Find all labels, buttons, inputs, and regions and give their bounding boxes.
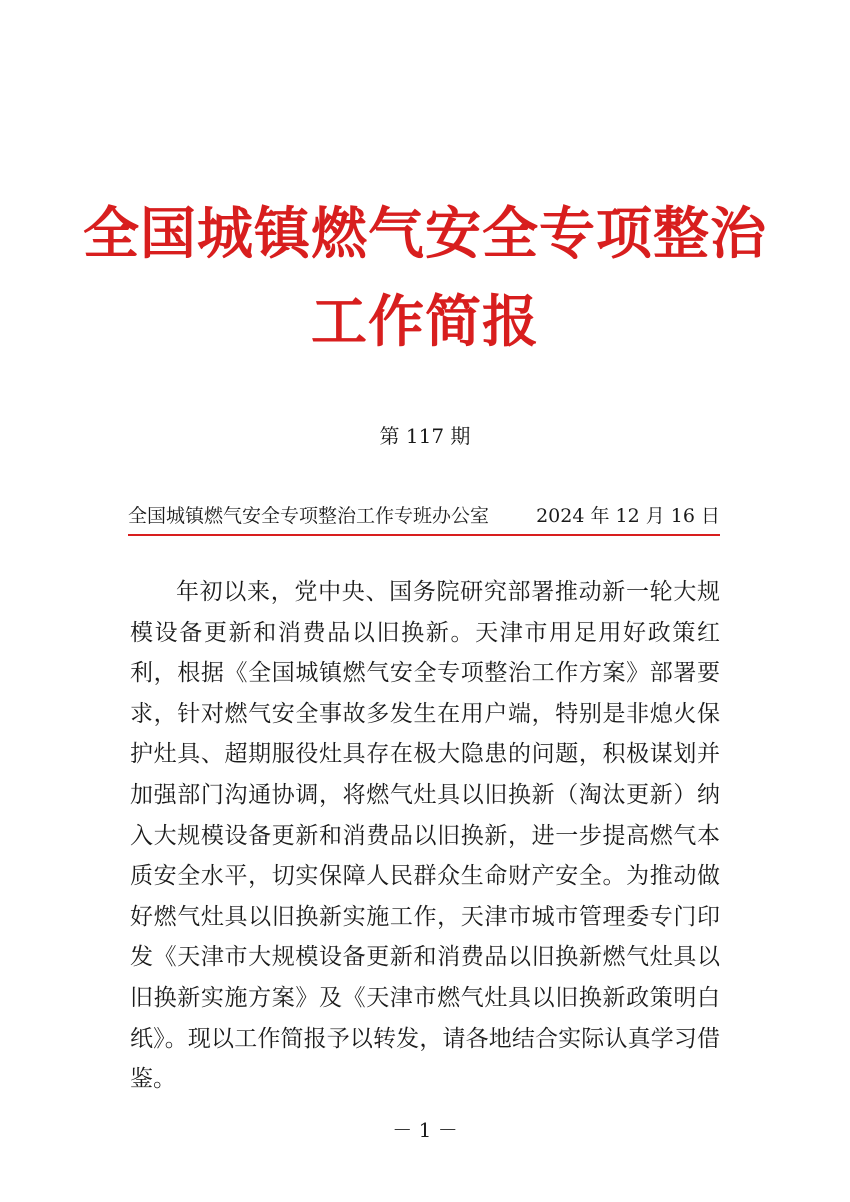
bulletin-title-line2: 工作简报 [311,289,539,355]
masthead-info [128,504,720,528]
red-divider-line [128,534,720,536]
issue-number: 第 117 期 [379,424,471,448]
issue-date: 2024 年 12 月 16 日 [536,505,720,527]
body-paragraph: 年初以来，党中央、国务院研究部署推动新一轮大规模设备更新和消费品以旧换新。天津市用足用好政策红利，根据《全国城镇燃气安全专项整治工作方案》部署要求，针对燃气安全事故多发生在用户端，特别是非熄火保护灶具、超期服役灶具存在极大隐患的问题，积极谋划并加强部门沟通协调，将燃气灶具以旧换新（淘汰更新）纳入大规模设备更新和消费品以旧换新，进一步提高燃气本质安全水平，切实保障人民群众生命财产安全。为推动做好燃气灶具以旧换新实施工作，天津市城市管理委专门印发《天津市大规模设备更新和消费品以旧换新燃气灶具以旧换新实施方案》及《天津市燃气灶具以旧换新政策明白纸》。现以工作简报予以转发，请各地结合实际认真学习借鉴。 [130,579,720,1093]
issuing-office: 全国城镇燃气安全专项整治工作专班办公室 [128,505,490,527]
bulletin-title-line1: 全国城镇燃气安全专项整治 [83,201,767,267]
page-number: － 1 － [392,1118,458,1142]
